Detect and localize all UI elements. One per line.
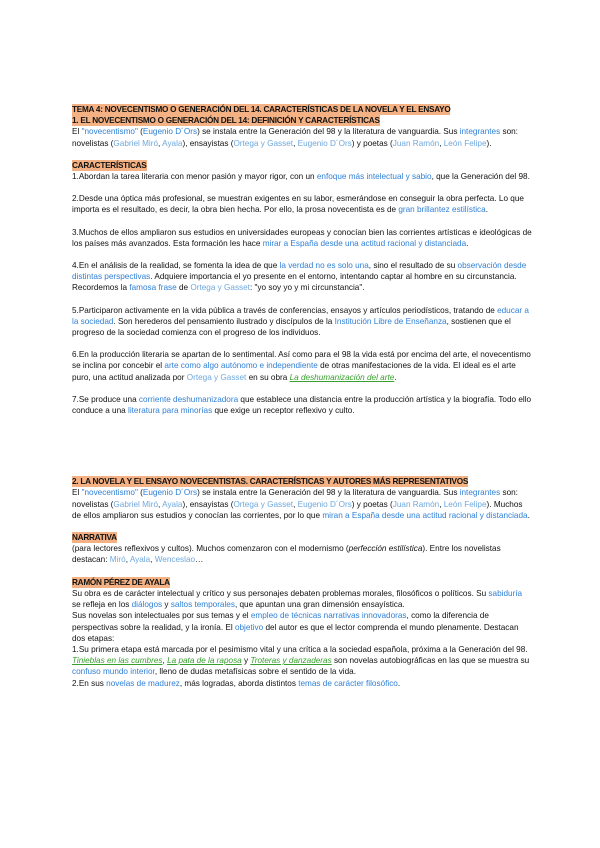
- text-run: , como la diferencia de perspectivas sobre la realidad, y la ironía. El: [72, 611, 489, 632]
- text-run: ,: [150, 555, 155, 565]
- characteristics-list: [72, 171, 532, 416]
- ayala-heading: RAMÓN PÉREZ DE AYALA: [72, 577, 170, 587]
- text-run: .: [485, 205, 488, 215]
- text-run: : "yo soy yo y mi circunstancia".: [249, 283, 365, 293]
- text-run: en su obra: [246, 372, 290, 382]
- text-run: …: [195, 555, 204, 565]
- text-run: y: [162, 600, 171, 610]
- text-run: (: [137, 127, 143, 137]
- text-run: La deshumanización del arte: [289, 372, 395, 382]
- narrativa-paragraph: [72, 543, 532, 565]
- text-run: .: [394, 372, 397, 382]
- text-run: Gabriel Miró: [113, 138, 159, 148]
- text-run: Juan Ramón: [392, 138, 440, 148]
- text-run: , que la Generación del 98.: [431, 172, 530, 182]
- intro-paragraph: [72, 126, 532, 148]
- text-run: son: novelistas (: [72, 127, 518, 148]
- text-run: Eugenio D´Ors: [142, 127, 198, 137]
- text-run: , más logradas, aborda distintos: [179, 678, 299, 688]
- characteristics-heading: CARACTERÍSTICAS: [72, 160, 147, 170]
- text-run: ) y poetas (: [351, 138, 393, 148]
- text-run: 1.Su primera etapa está marcada por el pesimismo vital y una crítica a la sociedad española, próxima a la Generación del 98.: [72, 644, 528, 654]
- text-run: de: [176, 283, 191, 293]
- text-run: . Son herederos del pensamiento ilustrado y discípulos de la: [113, 316, 335, 326]
- ayala-paragraph-1: [72, 588, 532, 610]
- text-run: integrantes: [459, 127, 501, 137]
- text-run: Tinieblas en las cumbres: [72, 656, 163, 666]
- doc-title: TEMA 4: NOVECENTISMO O GENERACIÓN DEL 14. CARACTERÍSTICAS DE LA NOVELA Y EL ENSAYO: [72, 105, 451, 114]
- text-run: Ortega y Gasset: [233, 138, 294, 148]
- text-run: ,: [162, 656, 168, 666]
- text-run: .: [466, 238, 469, 248]
- characteristic-item: [72, 171, 532, 182]
- text-run: El: [72, 488, 82, 498]
- text-run: ,: [158, 499, 163, 509]
- text-run: , sostienen que el progreso de la sociedad comienza con el progreso de los individuos.: [72, 316, 511, 338]
- text-run: ), ensayistas (: [182, 499, 234, 509]
- characteristic-item: [72, 227, 532, 249]
- characteristic-item: [72, 193, 532, 215]
- text-run: . Adquiere importancia el yo presente en el entorno, intentando captar al hombre en su circunstancia. Recordemos la: [72, 272, 517, 293]
- text-run: Eugenio D´Ors: [297, 499, 352, 509]
- text-run: .: [397, 678, 401, 688]
- text-run: 2.En sus: [72, 678, 107, 688]
- text-run: 3.Muchos de ellos ampliaron sus estudios en universidades europeas y conocían bien las corrientes artísticas e ideológicas de los países más avanzados. Esta formación les hace: [72, 227, 532, 248]
- text-run: mirar a España desde una actitud racional y distanciada: [262, 238, 467, 248]
- text-run: temas de carácter filosófico: [298, 678, 398, 688]
- section-2-heading: 2. LA NOVELA Y EL ENSAYO NOVECENTISTAS. CARACTERÍSTICAS Y AUTORES MÁS REPRESENTATIVOS: [72, 477, 469, 487]
- text-run: ,: [158, 138, 163, 148]
- text-run: ,: [125, 555, 130, 565]
- ayala-paragraph-4: [72, 678, 532, 689]
- text-run: Ortega y Gasset: [233, 499, 294, 509]
- characteristic-item: [72, 394, 532, 416]
- text-run: Gabriel Miró: [113, 499, 159, 509]
- ayala-paragraph-3: [72, 644, 532, 678]
- text-run: arte como algo autónomo e independiente: [164, 361, 318, 371]
- text-run: literatura para minorías: [128, 406, 213, 416]
- characteristic-item: [72, 260, 532, 294]
- text-run: miran a España desde una actitud racional y distanciada: [322, 510, 528, 520]
- text-run: que establece una distancia entre la producción artística y la biografía. Todo ello conduce a una: [72, 394, 532, 416]
- text-run: 4.En el análisis de la realidad, se fomenta la idea de que: [72, 261, 280, 271]
- text-run: se refleja en los: [72, 600, 132, 610]
- text-run: Ortega y Gasset: [190, 283, 250, 293]
- text-run: El: [72, 127, 82, 137]
- section-1-heading: 1. EL NOVECENTISMO O GENERACIÓN DEL 14: DEFINICIÓN Y CARACTERÍSTICAS: [72, 116, 380, 126]
- text-run: Ortega y Gasset: [186, 372, 247, 382]
- text-run: Troteras y danzaderas: [250, 656, 332, 666]
- text-run: son novelas autobiográficas en las que se muestra su: [331, 656, 530, 666]
- text-run: ).: [486, 138, 492, 148]
- text-run: ), ensayistas (: [182, 138, 234, 148]
- text-run: novelas de madurez: [106, 678, 180, 688]
- text-run: y: [241, 656, 251, 666]
- text-run: (para lectores reflexivos y cultos). Muchos comenzaron con el modernismo (: [72, 544, 349, 554]
- text-run: de otras manifestaciones de la vida. El ideal es el arte puro, una actitud analizada por: [72, 361, 516, 382]
- narrativa-heading: NARRATIVA: [72, 533, 117, 543]
- text-run: Wenceslao: [154, 555, 196, 565]
- document-page: [72, 104, 532, 689]
- text-run: son: novelistas (: [72, 488, 518, 509]
- text-run: saltos temporales: [170, 600, 235, 610]
- text-run: ,: [293, 499, 298, 509]
- section-2-intro: [72, 487, 532, 521]
- text-run: integrantes: [459, 488, 501, 498]
- text-run: ,: [439, 499, 444, 509]
- text-run: gran brillantez estilística: [398, 205, 486, 215]
- text-run: famosa frase: [129, 283, 177, 293]
- text-run: "novecentismo": [81, 488, 138, 498]
- ayala-paragraph-2: [72, 610, 532, 644]
- text-run: la verdad no es solo una: [279, 261, 369, 271]
- text-run: ) se instala entre la Generación del 98 y la literatura de vanguardia. Sus: [197, 488, 460, 498]
- text-run: 1.Abordan la tarea literaria con menor pasión y mayor rigor, con un: [72, 172, 317, 182]
- text-run: educar a la sociedad: [72, 305, 529, 326]
- text-run: observación desde distintas perspectivas: [72, 261, 527, 282]
- text-run: 6.En la producción literaria se apartan de lo sentimental. Así como para el 98 la vida está por encima del arte, el novecentismo se inclina por concebir el: [72, 350, 531, 371]
- text-run: Ayala: [162, 138, 183, 148]
- text-run: Institución Libre de Enseñanza: [334, 316, 447, 326]
- text-run: León Felipe: [443, 499, 487, 509]
- text-run: ,: [439, 138, 444, 148]
- text-run: ,: [293, 138, 298, 148]
- text-run: 2.Desde una óptica más profesional, se muestran exigentes en su labor, esmerándose en conseguir la obra perfecta. Lo que importa es el resultado, es decir, la obra bien hecha. Por ello, la prosa novecentista es de: [72, 194, 524, 215]
- text-run: (: [137, 488, 143, 498]
- text-run: ) y poetas (: [351, 499, 393, 509]
- text-run: .: [527, 510, 530, 520]
- text-run: Ayala: [162, 499, 183, 509]
- text-run: Sus novelas son intelectuales por sus temas y el: [72, 611, 251, 621]
- text-run: León Felipe: [443, 138, 487, 148]
- text-run: , que apuntan una gran dimensión ensayística.: [234, 600, 405, 610]
- text-run: , lleno de dudas metafísicas sobre el sentido de la vida.: [154, 667, 357, 677]
- text-run: 5.Participaron activamente en la vida pública a través de conferencias, ensayos y artículos periodísticos, tratando de: [72, 305, 498, 315]
- text-run: confuso mundo interior: [72, 667, 155, 677]
- characteristic-item: [72, 349, 532, 383]
- text-run: Miró: [109, 555, 126, 565]
- text-run: que exige un receptor reflexivo y culto.: [212, 406, 355, 416]
- text-run: 7.Se produce una: [72, 394, 139, 404]
- text-run: Su obra es de carácter intelectual y crítico y sus personajes debaten problemas morales, filosóficos o políticos. Su: [72, 588, 489, 598]
- text-run: del autor es que el lector comprenda el mundo plenamente. Destacan dos etapas:: [72, 622, 519, 643]
- text-run: ) se instala entre la Generación del 98 y la literatura de vanguardia. Sus: [197, 127, 460, 137]
- text-run: Eugenio D´Ors: [142, 488, 198, 498]
- text-run: ). Entre los novelistas destacan:: [72, 544, 501, 565]
- characteristic-item: [72, 305, 532, 339]
- text-run: perfección estilística: [348, 544, 423, 554]
- text-run: Eugenio D´Ors: [297, 138, 352, 148]
- text-run: Juan Ramón: [392, 499, 440, 509]
- text-run: corriente deshumanizadora: [138, 394, 239, 404]
- text-run: objetivo: [234, 622, 264, 632]
- text-run: diálogos: [131, 600, 163, 610]
- text-run: La pata de la raposa: [167, 656, 242, 666]
- text-run: ). Muchos de ellos ampliaron sus estudios y conocían las corrientes, por lo que: [72, 499, 523, 520]
- text-run: "novecentismo": [81, 127, 138, 137]
- text-run: enfoque más intelectual y sabio: [316, 172, 432, 182]
- text-run: Ayala: [129, 555, 151, 565]
- text-run: sabiduría: [488, 588, 523, 598]
- text-run: empleo de técnicas narrativas innovadoras: [250, 611, 407, 621]
- text-run: , sino el resultado de su: [368, 261, 458, 271]
